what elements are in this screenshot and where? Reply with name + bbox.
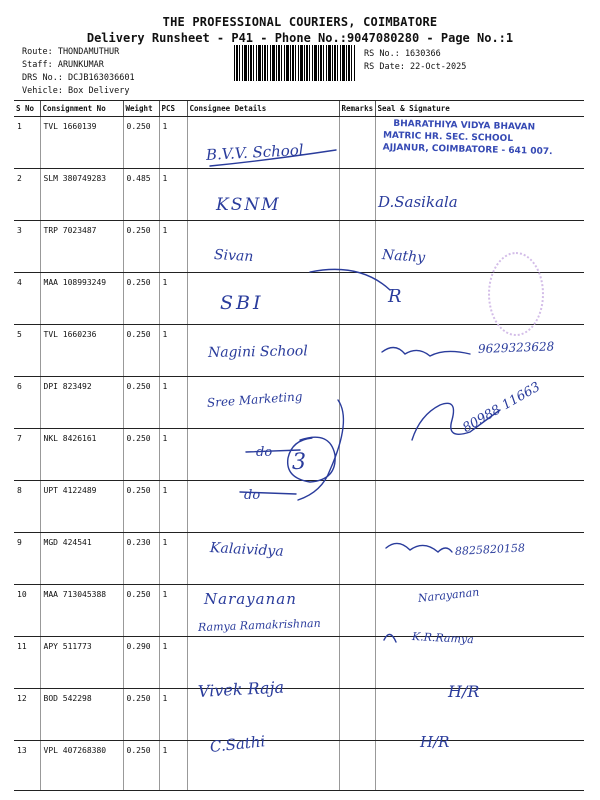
- handwritten-consignee: Sree Marketing: [206, 389, 303, 410]
- signature-scribble: [412, 403, 500, 440]
- column-header: Remarks: [339, 101, 375, 117]
- pcs-value: 1: [159, 221, 187, 273]
- serial-number: 4: [14, 273, 40, 325]
- handwritten-consignee: Nagini School: [207, 343, 308, 361]
- serial-number: 3: [14, 221, 40, 273]
- pcs-value: 1: [159, 533, 187, 585]
- serial-number: 2: [14, 169, 40, 221]
- consignment-number: DPI 823492: [40, 377, 123, 429]
- handwritten-signature: H/R: [420, 733, 450, 751]
- weight-value: 0.250: [123, 429, 159, 481]
- column-header: Weight: [123, 101, 159, 117]
- handwritten-signature: R: [388, 286, 402, 307]
- consignment-number: NKL 8426161: [40, 429, 123, 481]
- strike-stroke: [240, 492, 296, 494]
- pcs-value: 1: [159, 741, 187, 791]
- drs-number: DRS No.: DCJB163036601: [22, 73, 135, 83]
- consignment-number: APY 511773: [40, 637, 123, 689]
- route-label: Route: THONDAMUTHUR: [22, 47, 120, 57]
- consignment-number: TVL 1660139: [40, 117, 123, 169]
- column-header: Consignee Details: [187, 101, 339, 117]
- signature-scribble: [382, 347, 470, 356]
- serial-number: 7: [14, 429, 40, 481]
- serial-number: 6: [14, 377, 40, 429]
- weight-value: 0.250: [123, 273, 159, 325]
- weight-value: 0.250: [123, 585, 159, 637]
- handwritten-consignee: do: [256, 445, 273, 460]
- handwritten-signature: D.Sasikala: [378, 193, 458, 211]
- serial-number: 10: [14, 585, 40, 637]
- handwritten-consignee: C.Sathi: [209, 732, 267, 756]
- pcs-value: 1: [159, 637, 187, 689]
- column-header: PCS: [159, 101, 187, 117]
- weight-value: 0.230: [123, 533, 159, 585]
- staff-label: Staff: ARUNKUMAR: [22, 60, 104, 70]
- consignment-number: MAA 713045388: [40, 585, 123, 637]
- weight-value: 0.250: [123, 741, 159, 791]
- vehicle-label: Vehicle: Box Delivery: [22, 86, 130, 96]
- signature-scribble: [386, 543, 452, 552]
- weight-value: 0.250: [123, 325, 159, 377]
- handwritten-consignee: KSNM: [216, 195, 281, 215]
- consignment-number: TVL 1660236: [40, 325, 123, 377]
- serial-number: 9: [14, 533, 40, 585]
- handwritten-consignee: SBI: [220, 292, 264, 314]
- handwritten-signature: Nathy: [381, 247, 426, 266]
- serial-number: 5: [14, 325, 40, 377]
- weight-value: 0.250: [123, 117, 159, 169]
- handwritten-signature: 9629323628: [477, 339, 555, 356]
- serial-number: 13: [14, 741, 40, 791]
- weight-value: 0.250: [123, 221, 159, 273]
- serial-number: 12: [14, 689, 40, 741]
- stamp-line: BHARATHIYA VIDYA BHAVAN: [393, 118, 536, 133]
- pcs-value: 1: [159, 273, 187, 325]
- pcs-value: 1: [159, 377, 187, 429]
- consignment-number: UPT 4122489: [40, 481, 123, 533]
- consignment-number: MAA 108993249: [40, 273, 123, 325]
- weight-value: 0.290: [123, 637, 159, 689]
- weight-value: 0.250: [123, 481, 159, 533]
- pcs-value: 1: [159, 429, 187, 481]
- handwritten-consignee: Kalaividya: [209, 540, 285, 560]
- pcs-value: 1: [159, 481, 187, 533]
- column-header: S No: [14, 101, 40, 117]
- handwritten-consignee: Ramya Ramakrishnan: [197, 616, 321, 634]
- handwritten-consignee: do: [244, 488, 261, 503]
- handwritten-signature: 80988 11663: [460, 379, 543, 436]
- consignment-number: MGD 424541: [40, 533, 123, 585]
- handwritten-consignee: Sivan: [213, 247, 254, 266]
- consignment-number: BOD 542298: [40, 689, 123, 741]
- handwritten-signature: H/R: [448, 682, 480, 701]
- doodle-stroke: [310, 269, 390, 290]
- serial-number: 8: [14, 481, 40, 533]
- stamp-line: AJJANUR, COIMBATORE - 641 007.: [382, 142, 553, 158]
- serial-number: 11: [14, 637, 40, 689]
- rs-number: RS No.: 1630366: [364, 49, 441, 59]
- handwritten-consignee: B.V.V. School: [205, 140, 305, 164]
- scribble-stroke: [298, 400, 343, 500]
- consignment-number: TRP 7023487: [40, 221, 123, 273]
- pcs-value: 1: [159, 169, 187, 221]
- runsheet-subtitle: Delivery Runsheet - P41 - Phone No.:9047080280 - Page No.:1: [86, 31, 514, 45]
- handwritten-mark: 3: [292, 450, 306, 475]
- pcs-value: 1: [159, 689, 187, 741]
- handwritten-signature: 8825820158: [454, 541, 526, 558]
- pcs-value: 1: [159, 325, 187, 377]
- underline-stroke: [210, 150, 336, 166]
- rs-date: RS Date: 22-Oct-2025: [364, 62, 467, 72]
- strike-stroke: [246, 450, 300, 452]
- pcs-value: 1: [159, 117, 187, 169]
- weight-value: 0.250: [123, 377, 159, 429]
- stamp-line: MATRIC HR. SEC. SCHOOL: [382, 130, 514, 145]
- handwritten-consignee: Vivek Raja: [197, 677, 285, 701]
- weight-value: 0.250: [123, 689, 159, 741]
- serial-number: 1: [14, 117, 40, 169]
- runsheet-title: THE PROFESSIONAL COURIERS, COIMBATORE: [162, 15, 438, 29]
- consignment-number: SLM 380749283: [40, 169, 123, 221]
- handwritten-consignee: Narayanan: [204, 590, 297, 608]
- handwritten-signature: Narayanan: [417, 585, 480, 605]
- consignment-number: VPL 407268380: [40, 741, 123, 791]
- signature-scribble: [384, 634, 396, 642]
- pcs-value: 1: [159, 585, 187, 637]
- handwritten-signature: K.R.Ramya: [411, 630, 475, 647]
- weight-value: 0.485: [123, 169, 159, 221]
- column-header: Consignment No: [40, 101, 123, 117]
- column-header: Seal & Signature: [375, 101, 584, 117]
